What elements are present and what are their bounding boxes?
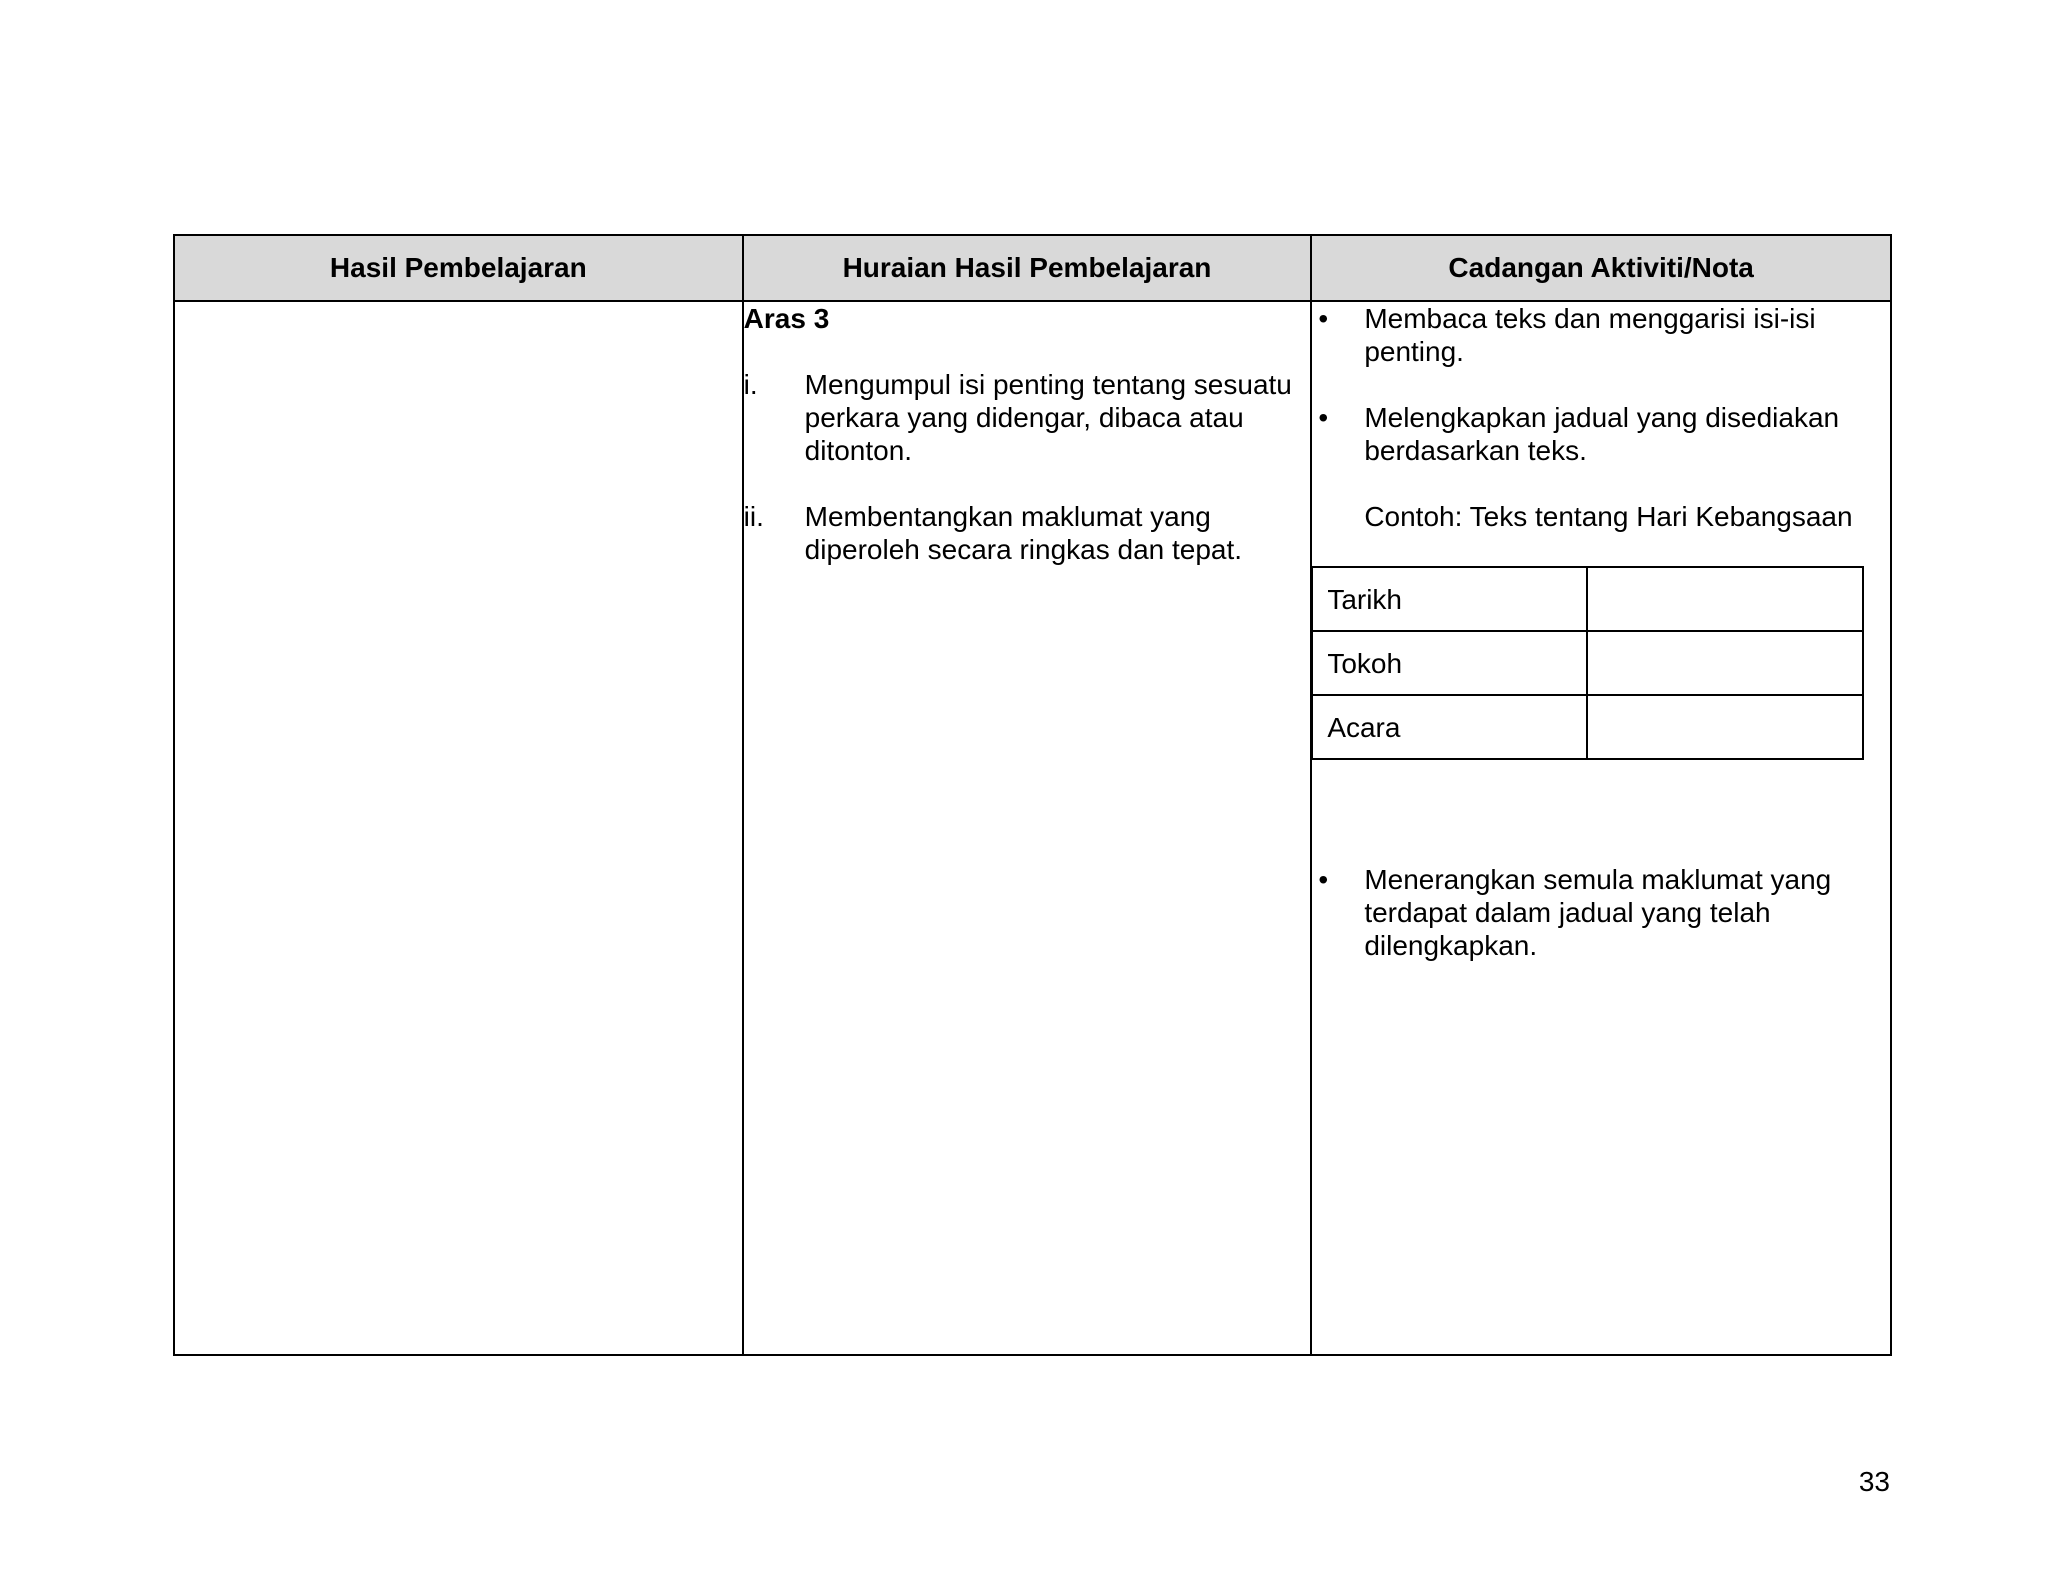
list-item — [744, 500, 1311, 566]
header-cadangan-aktiviti: Cadangan Aktiviti/Nota — [1311, 235, 1891, 301]
bullet-icon: • — [1318, 864, 1329, 895]
table-row — [1312, 567, 1863, 631]
list-marker: i. — [743, 369, 758, 400]
content-row — [174, 301, 1891, 1355]
activity-bullet — [1312, 302, 1890, 368]
example-note: Contoh: Teks tentang Hari Kebangsaan — [1364, 501, 1853, 532]
page-number: 33 — [1858, 1466, 1890, 1497]
example-table — [1311, 566, 1864, 760]
header-hasil-pembelajaran: Hasil Pembelajaran — [174, 235, 743, 301]
list-item — [744, 368, 1311, 467]
learning-outcome-cell — [174, 301, 743, 1355]
outcome-description-cell — [743, 301, 1312, 1355]
outcome-list — [744, 368, 1311, 566]
table-row — [1312, 631, 1863, 695]
row-value — [1587, 567, 1863, 631]
bullet-icon: • — [1318, 303, 1329, 334]
row-value — [1587, 695, 1863, 759]
table-row — [1312, 695, 1863, 759]
header-huraian-hasil-pembelajaran: Huraian Hasil Pembelajaran — [743, 235, 1312, 301]
spacer — [1312, 760, 1890, 863]
activity-text: Membaca teks dan menggarisi isi-isi penting. — [1364, 303, 1816, 367]
activity-notes-cell — [1311, 301, 1891, 1355]
activity-bullet — [1312, 401, 1890, 467]
row-label: Tokoh — [1312, 631, 1587, 695]
row-label: Tarikh — [1312, 567, 1587, 631]
activity-text: Melengkapkan jadual yang disediakan berdasarkan teks. — [1364, 402, 1840, 466]
activity-text: Menerangkan semula maklumat yang terdapat dalam jadual yang telah dilengkapkan. — [1364, 864, 1832, 961]
bullet-icon: • — [1318, 402, 1329, 433]
list-item-text: Membentangkan maklumat yang diperoleh secara ringkas dan tepat. — [804, 501, 1243, 565]
learning-outcomes-table — [173, 234, 1892, 1356]
row-label: Acara — [1312, 695, 1587, 759]
activity-bullet — [1312, 863, 1890, 962]
list-marker: ii. — [743, 501, 764, 532]
row-value — [1587, 631, 1863, 695]
header-row — [174, 235, 1891, 301]
level-title: Aras 3 — [743, 303, 830, 334]
list-item-text: Mengumpul isi penting tentang sesuatu perkara yang didengar, dibaca atau ditonton. — [804, 369, 1292, 466]
